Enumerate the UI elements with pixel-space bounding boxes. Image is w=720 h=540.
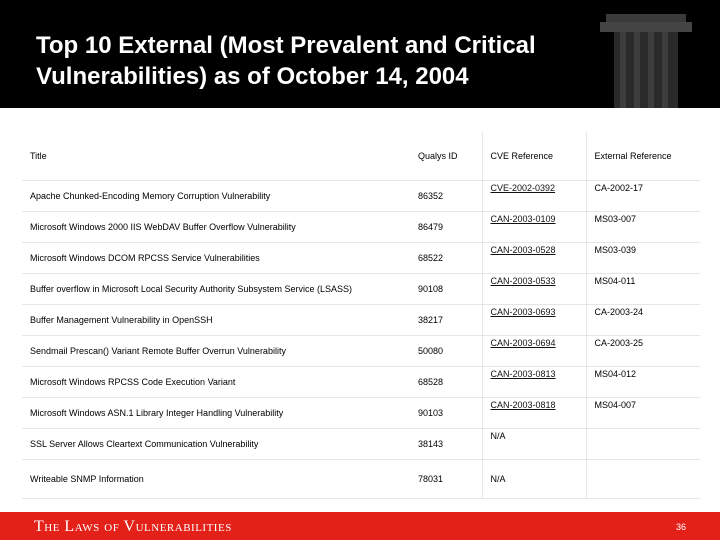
cell-cve-reference: N/A — [482, 429, 586, 460]
cell-title: Buffer Management Vulnerability in OpenSSH — [22, 305, 410, 336]
cell-title: Buffer overflow in Microsoft Local Security Authority Subsystem Service (LSASS) — [22, 274, 410, 305]
cell-cve-reference[interactable] — [482, 243, 586, 274]
table-row — [22, 212, 700, 243]
cell-external-reference — [586, 460, 700, 499]
cell-title: Microsoft Windows 2000 IIS WebDAV Buffer Overflow Vulnerability — [22, 212, 410, 243]
cell-cve-reference[interactable] — [482, 336, 586, 367]
cve-link[interactable]: CAN-2003-0693 — [490, 307, 556, 317]
title-line-1: Top 10 External (Most Prevalent and Critical — [36, 32, 536, 59]
table-row — [22, 243, 700, 274]
table-row — [22, 429, 700, 460]
cell-cve-reference[interactable] — [482, 181, 586, 212]
table-row — [22, 274, 700, 305]
cve-link[interactable]: CAN-2003-0533 — [490, 276, 556, 286]
cell-title: Microsoft Windows ASN.1 Library Integer Handling Vulnerability — [22, 398, 410, 429]
cell-title: SSL Server Allows Cleartext Communication Vulnerability — [22, 429, 410, 460]
title-line-2: Vulnerabilities) as of October 14, 2004 — [36, 63, 469, 90]
pillar-icon — [584, 0, 704, 108]
table-row — [22, 336, 700, 367]
column-header-title: Title — [22, 132, 410, 181]
cell-qualys-id: 90103 — [410, 398, 482, 429]
cell-qualys-id: 78031 — [410, 460, 482, 499]
cve-link[interactable]: CAN-2003-0818 — [490, 400, 556, 410]
cve-link[interactable]: CVE-2002-0392 — [490, 183, 556, 193]
cell-qualys-id: 68522 — [410, 243, 482, 274]
cell-qualys-id: 90108 — [410, 274, 482, 305]
vulnerability-table — [22, 132, 700, 499]
cell-title: Sendmail Prescan() Variant Remote Buffer Overrun Vulnerability — [22, 336, 410, 367]
table-row — [22, 460, 700, 499]
table-row — [22, 367, 700, 398]
column-header-qualys-id: Qualys ID — [410, 132, 482, 181]
table-row — [22, 181, 700, 212]
table-header-row — [22, 132, 700, 181]
cell-cve-reference[interactable] — [482, 212, 586, 243]
cell-external-reference — [586, 429, 700, 460]
cell-external-reference: MS03-007 — [586, 212, 700, 243]
cell-title: Microsoft Windows DCOM RPCSS Service Vulnerabilities — [22, 243, 410, 274]
cell-qualys-id: 38143 — [410, 429, 482, 460]
cell-external-reference: CA-2003-24 — [586, 305, 700, 336]
cell-qualys-id: 86352 — [410, 181, 482, 212]
cell-external-reference: MS03-039 — [586, 243, 700, 274]
vulnerability-table-container — [22, 132, 700, 499]
cell-qualys-id: 68528 — [410, 367, 482, 398]
cell-external-reference: CA-2003-25 — [586, 336, 700, 367]
cve-link[interactable]: CAN-2003-0109 — [490, 214, 556, 224]
cell-external-reference: MS04-011 — [586, 274, 700, 305]
column-header-external-reference: External Reference — [586, 132, 700, 181]
cell-external-reference: MS04-012 — [586, 367, 700, 398]
cve-link[interactable]: CAN-2003-0694 — [490, 338, 556, 348]
cell-cve-reference: N/A — [482, 460, 586, 499]
cell-cve-reference[interactable] — [482, 305, 586, 336]
cell-title: Microsoft Windows RPCSS Code Execution Variant — [22, 367, 410, 398]
cell-qualys-id: 38217 — [410, 305, 482, 336]
cell-qualys-id: 50080 — [410, 336, 482, 367]
slide-header — [0, 0, 720, 108]
slide-footer — [0, 512, 720, 540]
cve-link[interactable]: CAN-2003-0813 — [490, 369, 556, 379]
table-row — [22, 398, 700, 429]
column-header-cve-reference: CVE Reference — [482, 132, 586, 181]
cell-cve-reference[interactable] — [482, 398, 586, 429]
cve-link[interactable]: CAN-2003-0528 — [490, 245, 556, 255]
cell-qualys-id: 86479 — [410, 212, 482, 243]
footer-brand: The Laws of Vulnerabilities — [34, 518, 232, 535]
cell-external-reference: MS04-007 — [586, 398, 700, 429]
cell-cve-reference[interactable] — [482, 367, 586, 398]
table-row — [22, 305, 700, 336]
page-number: 36 — [676, 522, 687, 532]
cell-title: Writeable SNMP Information — [22, 460, 410, 499]
cell-external-reference: CA-2002-17 — [586, 181, 700, 212]
slide-title — [36, 30, 656, 92]
cell-title: Apache Chunked-Encoding Memory Corruption Vulnerability — [22, 181, 410, 212]
cell-cve-reference[interactable] — [482, 274, 586, 305]
